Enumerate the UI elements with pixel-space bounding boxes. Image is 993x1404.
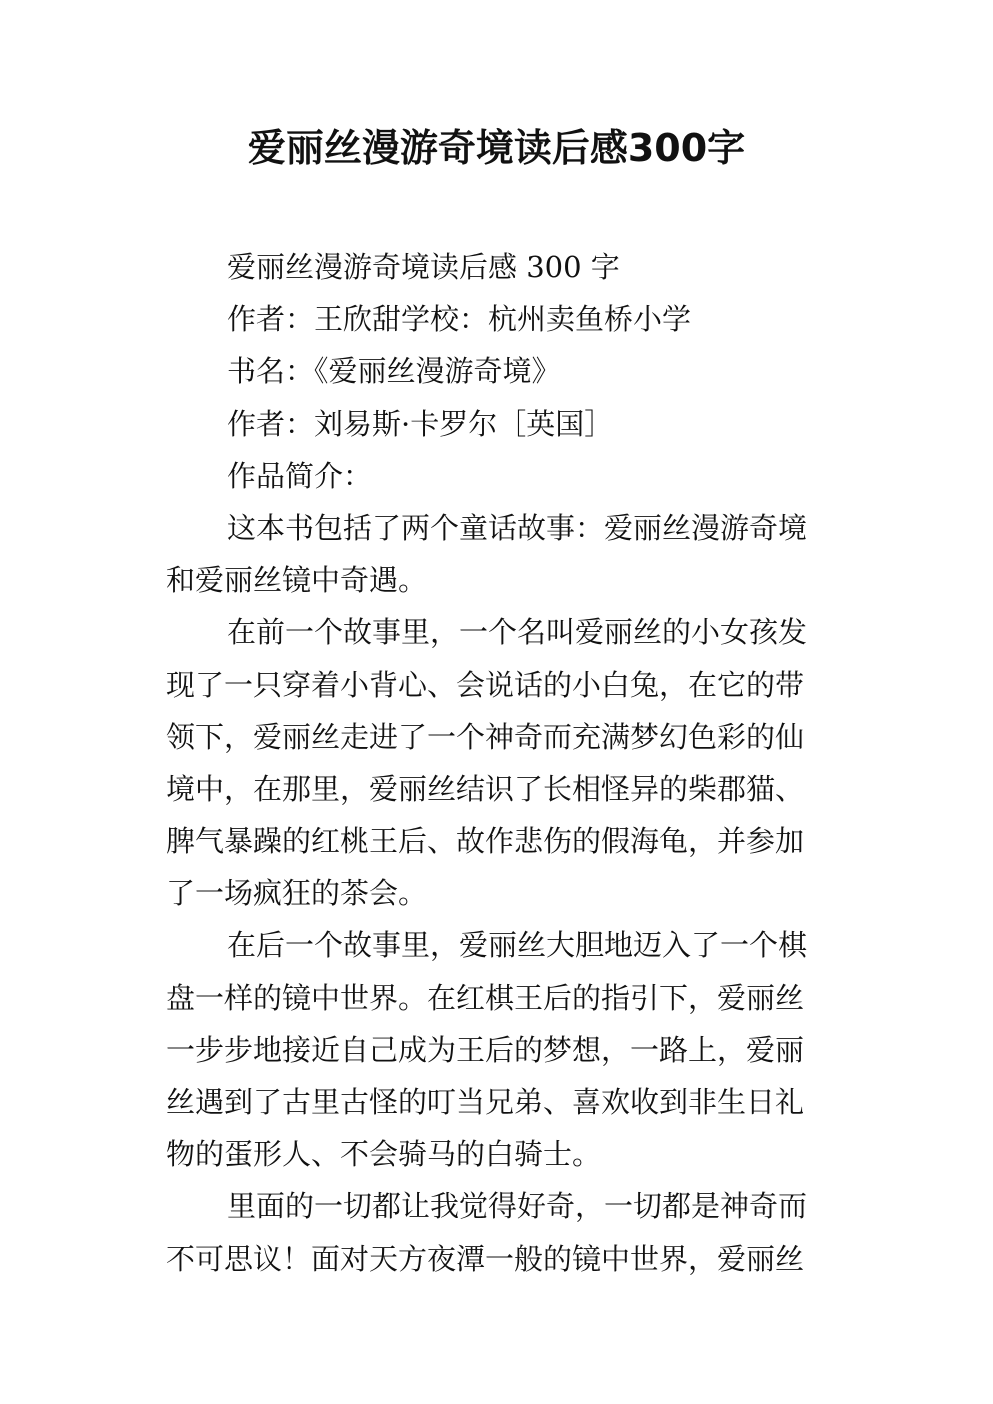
text-line: 境中，在那里，爱丽丝结识了长相怪异的柴郡猫、: [166, 771, 805, 806]
paragraph: [166, 450, 826, 502]
document-body: [166, 241, 826, 1285]
text-line: 在后一个故事里，爱丽丝大胆地迈入了一个棋: [227, 928, 808, 963]
text-line: 脾气暴躁的红桃王后、故作悲伤的假海龟，并参加: [166, 824, 805, 859]
paragraph: [166, 1180, 826, 1284]
text-line: 和爱丽丝镜中奇遇。: [166, 563, 428, 598]
document-title: 爱丽丝漫游奇境读后感300字: [247, 126, 746, 170]
text-line: 现了一只穿着小背心、会说话的小白兔，在它的带: [166, 667, 805, 702]
text-line: 一步步地接近自己成为王后的梦想，一路上，爱丽: [166, 1032, 805, 1067]
text-line: 不可思议！面对天方夜潭一般的镜中世界，爱丽丝: [166, 1241, 805, 1276]
text-line: 在前一个故事里，一个名叫爱丽丝的小女孩发: [227, 615, 808, 650]
paragraph: [166, 398, 826, 450]
text-line: 丝遇到了古里古怪的叮当兄弟、喜欢收到非生日礼: [166, 1085, 805, 1119]
text-line: 作品简介：: [227, 458, 373, 493]
paragraph: [166, 241, 826, 293]
text-line: 爱丽丝漫游奇境读后感 300 字: [227, 250, 620, 284]
text-line: 领下，爱丽丝走进了一个神奇而充满梦幻色彩的仙: [166, 719, 805, 754]
paragraph: [166, 502, 826, 606]
text-line: 作者：刘易斯·卡罗尔［英国］: [227, 406, 614, 441]
text-line: 书名：《爱丽丝漫游奇境》: [227, 354, 561, 389]
paragraph: [166, 606, 826, 919]
paragraph: [166, 919, 826, 1180]
paragraph: [166, 293, 826, 345]
paragraph: [166, 345, 826, 397]
text-line: 盘一样的镜中世界。在红棋王后的指引下，爱丽丝: [166, 980, 805, 1015]
text-line: 物的蛋形人、不会骑马的白骑士。: [166, 1137, 602, 1172]
text-line: 作者：王欣甜学校：杭州卖鱼桥小学: [227, 302, 692, 337]
text-line: 这本书包括了两个童话故事：爱丽丝漫游奇境: [227, 510, 808, 545]
text-line: 了一场疯狂的茶会。: [166, 876, 428, 911]
text-line: 里面的一切都让我觉得好奇，一切都是神奇而: [227, 1189, 808, 1224]
